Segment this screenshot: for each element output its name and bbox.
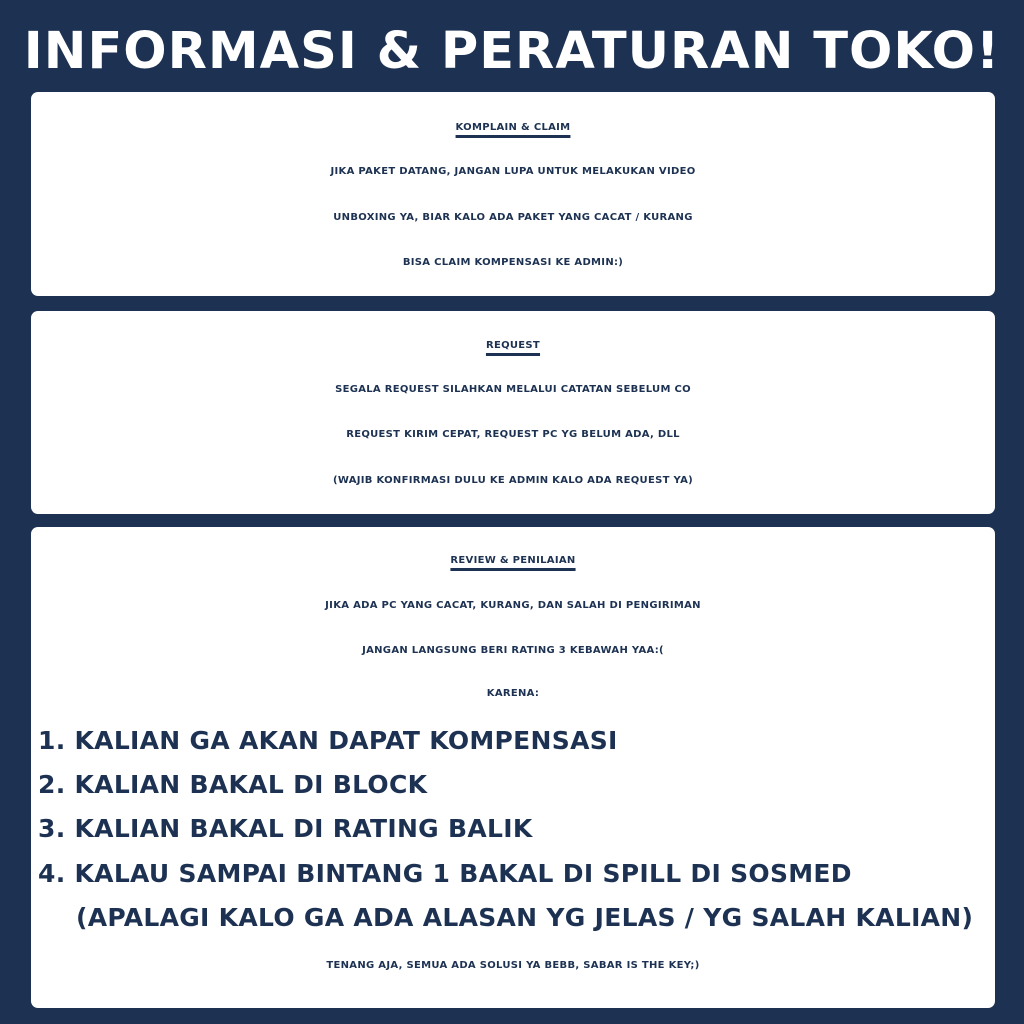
review-closing: TENANG AJA, SEMUA ADA SOLUSI YA BEBB, SABAR IS THE KEY;) (326, 960, 700, 971)
review-heading: REVIEW & PENILAIAN (450, 555, 576, 566)
review-reason-item: 4. KALAU SAMPAI BINTANG 1 BAKAL DI SPILL DI SOSMED (38, 859, 852, 888)
review-penilaian-card (31, 527, 995, 1008)
review-note: (APALAGI KALO GA ADA ALASAN YG JELAS / YG SALAH KALIAN) (76, 903, 974, 932)
komplain-line: JIKA PAKET DATANG, JANGAN LUPA UNTUK MELAKUKAN VIDEO (330, 166, 696, 177)
review-intro-line: JIKA ADA PC YANG CACAT, KURANG, DAN SALAH DI PENGIRIMAN (325, 600, 701, 611)
request-card (31, 311, 995, 514)
komplain-line: BISA CLAIM KOMPENSASI KE ADMIN:) (402, 257, 624, 268)
komplain-line: UNBOXING YA, BIAR KALO ADA PAKET YANG CACAT / KURANG (333, 212, 693, 223)
request-line: (WAJIB KONFIRMASI DULU KE ADMIN KALO ADA REQUEST YA) (332, 475, 694, 486)
request-heading: REQUEST (485, 340, 541, 351)
page-title: INFORMASI & PERATURAN TOKO! (23, 22, 1001, 81)
review-reason-item: 1. KALIAN GA AKAN DAPAT KOMPENSASI (38, 726, 618, 755)
request-line: SEGALA REQUEST SILAHKAN MELALUI CATATAN SEBELUM CO (335, 384, 691, 395)
review-intro-line: JANGAN LANGSUNG BERI RATING 3 KEBAWAH YAA:( (362, 645, 664, 656)
komplain-heading: KOMPLAIN & CLAIM (455, 122, 571, 133)
request-line: REQUEST KIRIM CEPAT, REQUEST PC YG BELUM ADA, DLL (346, 429, 680, 440)
review-intro-line: KARENA: (486, 688, 540, 699)
review-reason-item: 3. KALIAN BAKAL DI RATING BALIK (38, 814, 533, 843)
komplain-claim-card (31, 92, 995, 296)
review-reason-item: 2. KALIAN BAKAL DI BLOCK (38, 770, 428, 799)
